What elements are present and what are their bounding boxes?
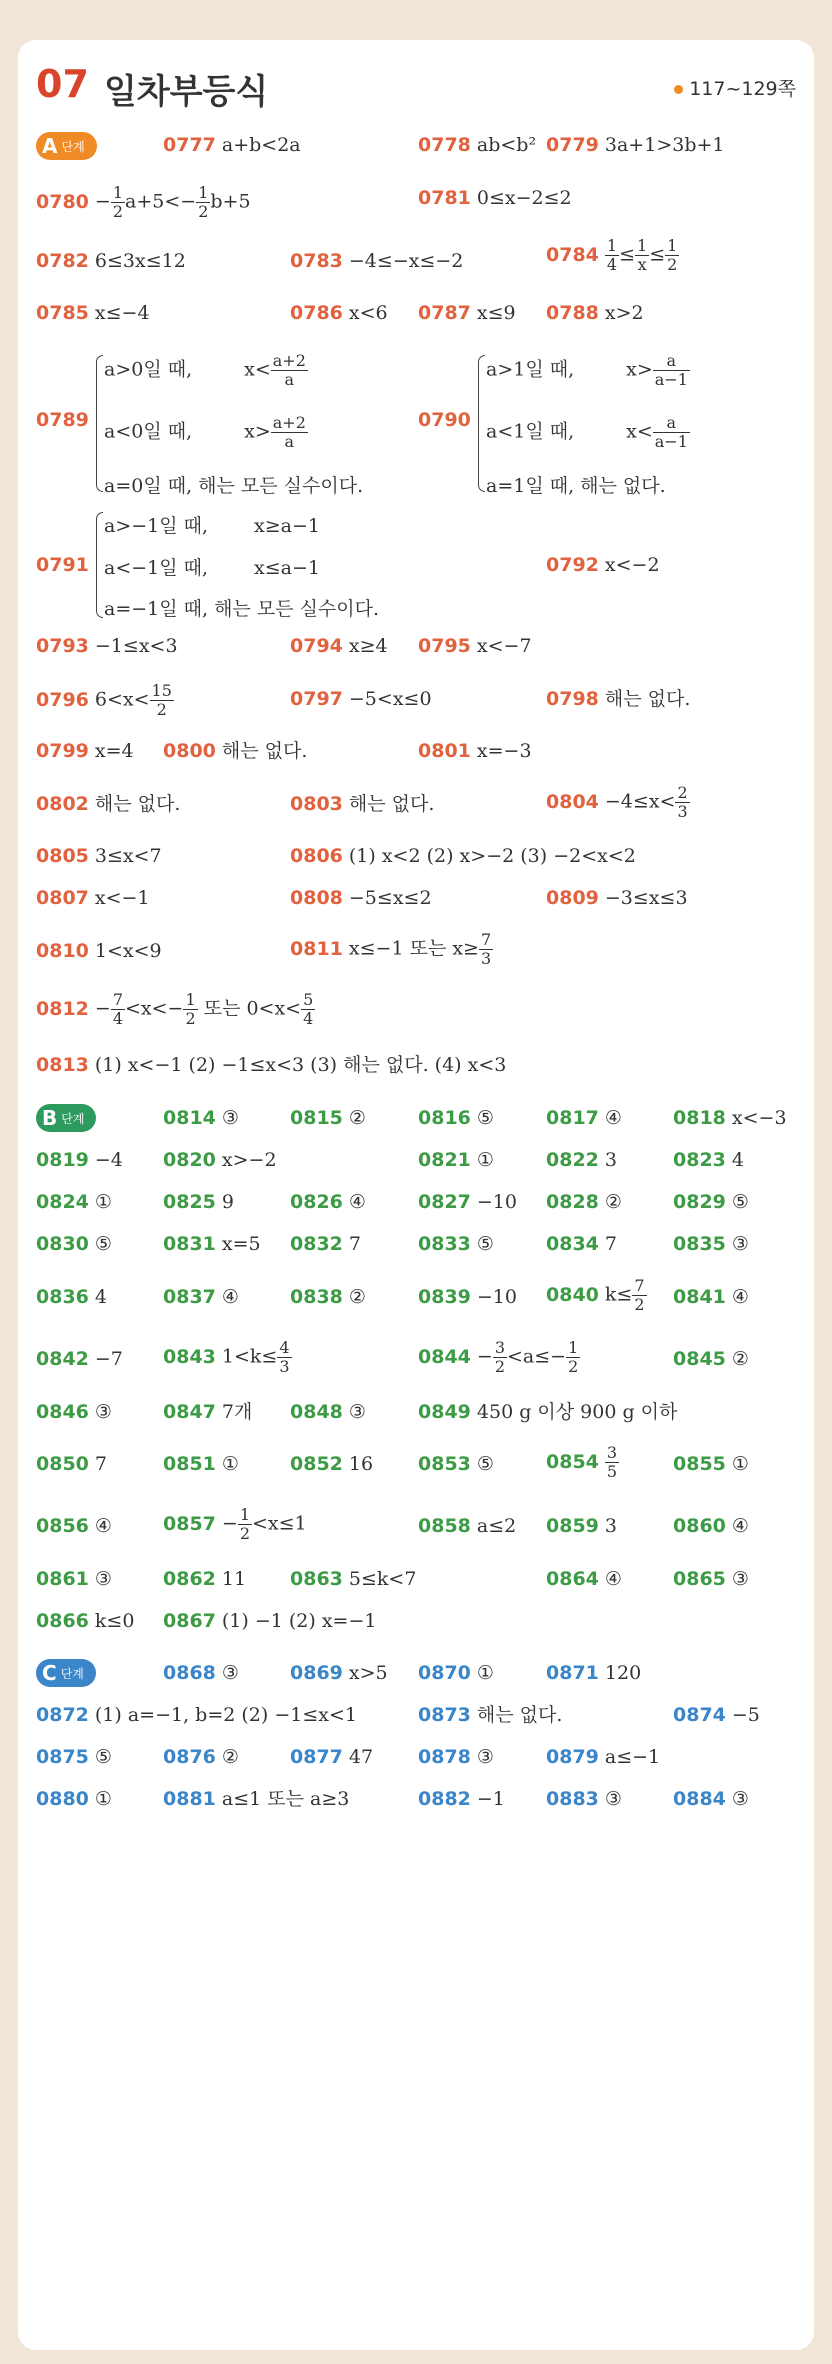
- case-0791-3: a=−1일 때, 해는 모든 실수이다.: [104, 598, 380, 620]
- answer-0836: 0836 4: [36, 1286, 107, 1308]
- answer-0873: 0873 해는 없다.: [418, 1704, 563, 1726]
- answer-0782: 0782 6≤3x≤12: [36, 250, 186, 272]
- answer-0784: 0784 $\frac{1}{4}$ ≤ $\frac{1}{x}$ ≤ $\frac{1}{2}$: [546, 236, 678, 274]
- answer-0786: 0786 x<6: [290, 302, 388, 324]
- answer-0812: 0812 − $\frac{7}{4}$ <x<− $\frac{1}{2}$ 또는 0<x< $\frac{5}{4}$: [36, 990, 314, 1028]
- answer-0875: 0875 ⑤: [36, 1746, 112, 1768]
- answer-0779: 0779 3a+1>3b+1: [546, 134, 725, 156]
- answer-0788: 0788 x>2: [546, 302, 644, 324]
- answer-0858: 0858 a≤2: [418, 1515, 517, 1537]
- answer-0790-number: 0790: [418, 409, 471, 431]
- answer-0783: 0783 −4≤−x≤−2: [290, 250, 464, 272]
- answer-0785: 0785 x≤−4: [36, 302, 150, 324]
- answer-0841: 0841 ④: [673, 1286, 749, 1308]
- answer-0813: 0813 (1) x<−1 (2) −1≤x<3 (3) 해는 없다. (4) x<3: [36, 1054, 507, 1076]
- answer-0857: 0857 − $\frac{1}{2}$ <x≤1: [163, 1505, 307, 1543]
- answer-0838: 0838 ②: [290, 1286, 366, 1308]
- answer-0854: 0854 $\frac{3}{5}$: [546, 1443, 618, 1481]
- answer-0859: 0859 3: [546, 1515, 617, 1537]
- answer-0810: 0810 1<x<9: [36, 940, 162, 962]
- chapter-title: 일차부등식: [104, 72, 269, 112]
- answer-0853: 0853 ⑤: [418, 1453, 494, 1475]
- answer-0865: 0865 ③: [673, 1568, 749, 1590]
- answer-0818: 0818 x<−3: [673, 1107, 787, 1129]
- answer-0884: 0884 ③: [673, 1788, 749, 1810]
- answer-0829: 0829 ⑤: [673, 1191, 749, 1213]
- answer-0864: 0864 ④: [546, 1568, 622, 1590]
- answer-0845: 0845 ②: [673, 1348, 749, 1370]
- case-0789-1: a>0일 때, x< $\frac{a+2}{a}$: [104, 351, 306, 389]
- answer-0874: 0874 −5: [673, 1704, 760, 1726]
- answer-0868: 0868 ③: [163, 1662, 239, 1684]
- answer-0820: 0820 x>−2: [163, 1149, 277, 1171]
- answer-0794: 0794 x≥4: [290, 635, 388, 657]
- answer-0778: 0778 ab<b²: [418, 134, 537, 156]
- answer-0824: 0824 ①: [36, 1191, 112, 1213]
- page-reference: 117~129쪽: [674, 74, 796, 101]
- answer-0843: 0843 1<k≤ $\frac{4}{3}$: [163, 1338, 290, 1376]
- answer-0822: 0822 3: [546, 1149, 617, 1171]
- brace: [96, 512, 103, 618]
- answer-0856: 0856 ④: [36, 1515, 112, 1537]
- level-a-badge: A 단계: [36, 132, 97, 160]
- answer-0878: 0878 ③: [418, 1746, 494, 1768]
- case-0789-2: a<0일 때, x> $\frac{a+2}{a}$: [104, 413, 306, 451]
- answer-0777: 0777 a+b<2a: [163, 134, 301, 156]
- answer-0797: 0797 −5<x≤0: [290, 688, 432, 710]
- level-b-badge: B 단계: [36, 1104, 96, 1132]
- answer-0826: 0826 ④: [290, 1191, 366, 1213]
- answer-0800: 0800 해는 없다.: [163, 740, 308, 762]
- answer-0803: 0803 해는 없다.: [290, 793, 435, 815]
- case-0790-2: a<1일 때, x< $\frac{a}{a-1}$: [486, 413, 688, 451]
- brace: [96, 355, 103, 492]
- answer-0882: 0882 −1: [418, 1788, 505, 1810]
- answer-0849: 0849 450 g 이상 900 g 이하: [418, 1401, 678, 1423]
- answer-0780: 0780 − $\frac{1}{2}$ a+5<− $\frac{1}{2}$ b+5: [36, 183, 251, 221]
- answer-0834: 0834 7: [546, 1233, 617, 1255]
- answer-0876: 0876 ②: [163, 1746, 239, 1768]
- answer-0811: 0811 x≤−1 또는 x≥ $\frac{7}{3}$: [290, 930, 492, 968]
- answer-0804: 0804 −4≤x< $\frac{2}{3}$: [546, 783, 688, 821]
- brace: [478, 355, 485, 492]
- case-0791-1: a>−1일 때, x≥a−1: [104, 515, 321, 537]
- answer-0796: 0796 6<x< $\frac{15}{2}$: [36, 681, 172, 719]
- answer-0837: 0837 ④: [163, 1286, 239, 1308]
- orange-dot-icon: [674, 85, 683, 94]
- answer-0848: 0848 ③: [290, 1401, 366, 1423]
- answer-0866: 0866 k≤0: [36, 1610, 135, 1632]
- answer-0860: 0860 ④: [673, 1515, 749, 1537]
- answer-0807: 0807 x<−1: [36, 887, 150, 909]
- answer-0880: 0880 ①: [36, 1788, 112, 1810]
- answer-0814: 0814 ③: [163, 1107, 239, 1129]
- answer-0833: 0833 ⑤: [418, 1233, 494, 1255]
- case-0790-1: a>1일 때, x> $\frac{a}{a-1}$: [486, 351, 688, 389]
- answer-0835: 0835 ③: [673, 1233, 749, 1255]
- case-0790-3: a=1일 때, 해는 없다.: [486, 475, 666, 497]
- answer-0819: 0819 −4: [36, 1149, 123, 1171]
- answer-0861: 0861 ③: [36, 1568, 112, 1590]
- answer-0798: 0798 해는 없다.: [546, 688, 691, 710]
- answer-0825: 0825 9: [163, 1191, 234, 1213]
- level-c-badge: C 단계: [36, 1659, 96, 1687]
- answer-0802: 0802 해는 없다.: [36, 793, 181, 815]
- answer-0871: 0871 120: [546, 1662, 642, 1684]
- answer-0863: 0863 5≤k<7: [290, 1568, 417, 1590]
- answer-0832: 0832 7: [290, 1233, 361, 1255]
- answer-0883: 0883 ③: [546, 1788, 622, 1810]
- answer-0847: 0847 7개: [163, 1401, 253, 1423]
- answer-0846: 0846 ③: [36, 1401, 112, 1423]
- answer-0831: 0831 x=5: [163, 1233, 261, 1255]
- answer-0842: 0842 −7: [36, 1348, 123, 1370]
- answer-0850: 0850 7: [36, 1453, 107, 1475]
- answer-0870: 0870 ①: [418, 1662, 494, 1684]
- answer-0793: 0793 −1≤x<3: [36, 635, 178, 657]
- answer-0844: 0844 − $\frac{3}{2}$ <a≤− $\frac{1}{2}$: [418, 1338, 579, 1376]
- answer-0806: 0806 (1) x<2 (2) x>−2 (3) −2<x<2: [290, 845, 636, 867]
- answer-0799: 0799 x=4: [36, 740, 134, 762]
- answer-0869: 0869 x>5: [290, 1662, 388, 1684]
- answer-0827: 0827 −10: [418, 1191, 517, 1213]
- answer-0787: 0787 x≤9: [418, 302, 516, 324]
- answer-0828: 0828 ②: [546, 1191, 622, 1213]
- answer-0867: 0867 (1) −1 (2) x=−1: [163, 1610, 377, 1632]
- answer-0855: 0855 ①: [673, 1453, 749, 1475]
- answer-0877: 0877 47: [290, 1746, 374, 1768]
- answer-0839: 0839 −10: [418, 1286, 517, 1308]
- answer-0821: 0821 ①: [418, 1149, 494, 1171]
- answer-0872: 0872 (1) a=−1, b=2 (2) −1≤x<1: [36, 1704, 357, 1726]
- answer-0840: 0840 k≤ $\frac{7}{2}$: [546, 1276, 645, 1314]
- chapter-number: 07: [36, 62, 89, 106]
- answer-0789-number: 0789: [36, 409, 89, 431]
- answer-0809: 0809 −3≤x≤3: [546, 887, 688, 909]
- answer-0881: 0881 a≤1 또는 a≥3: [163, 1788, 350, 1810]
- case-0789-3: a=0일 때, 해는 모든 실수이다.: [104, 475, 364, 497]
- answer-0791-number: 0791: [36, 554, 89, 576]
- answer-0781: 0781 0≤x−2≤2: [418, 187, 572, 209]
- answer-0792: 0792 x<−2: [546, 554, 660, 576]
- answer-0830: 0830 ⑤: [36, 1233, 112, 1255]
- answer-0795: 0795 x<−7: [418, 635, 532, 657]
- answer-0862: 0862 11: [163, 1568, 247, 1590]
- answer-0805: 0805 3≤x<7: [36, 845, 162, 867]
- answer-0851: 0851 ①: [163, 1453, 239, 1475]
- answer-0817: 0817 ④: [546, 1107, 622, 1129]
- case-0791-2: a<−1일 때, x≤a−1: [104, 557, 321, 579]
- answer-0852: 0852 16: [290, 1453, 374, 1475]
- answer-0879: 0879 a≤−1: [546, 1746, 661, 1768]
- answer-0816: 0816 ⑤: [418, 1107, 494, 1129]
- answer-0815: 0815 ②: [290, 1107, 366, 1129]
- answer-0801: 0801 x=−3: [418, 740, 532, 762]
- answer-0808: 0808 −5≤x≤2: [290, 887, 432, 909]
- answer-0823: 0823 4: [673, 1149, 744, 1171]
